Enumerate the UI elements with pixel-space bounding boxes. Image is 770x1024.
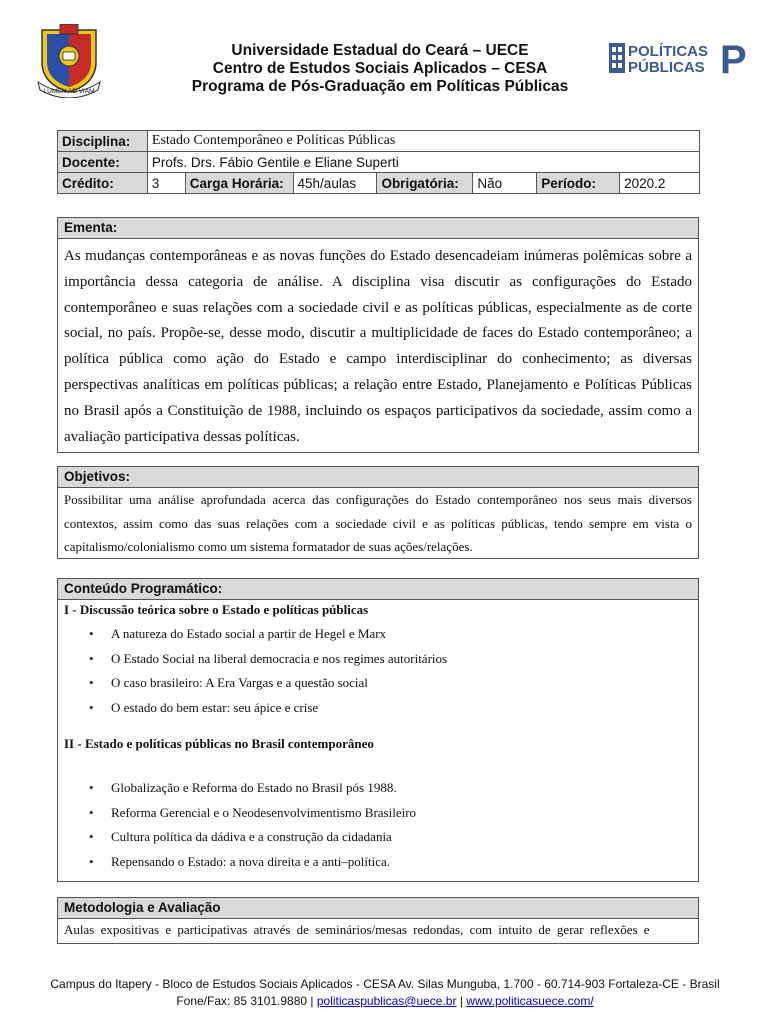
page-header — [150, 42, 610, 96]
section-2-heading: II - Estado e políticas públicas no Brasil contemporâneo — [64, 736, 374, 751]
ementa-box — [57, 217, 699, 453]
carga-horaria-label: Carga Horária: — [185, 173, 293, 194]
ementa-title: Ementa: — [58, 218, 698, 239]
ementa-text: As mudanças contemporâneas e as novas funções do Estado desencadeiam inúmeras polêmicas sobre a importância dessa categoria de análise. A disciplina visa discutir as configurações do Estado contemporâneo e suas relações com a sociedade civil e as políticas públicas, especialmente as de corte social, no país. Propõe-se, desse modo, discutir a multiplicidade de faces do Estado contemporâneo; a política pública como ação do Estado e campo interdisciplinar do conhecimento; as diversas perspectivas analíticas em políticas públicas; a relação entre Estado, Planejamento e Políticas Públicas no Brasil após a Constituição de 1988, incluindo os espaços participativos da sociedade, assim como a avaliação participativa dessas políticas. — [64, 248, 692, 445]
obrigatoria-label: Obrigatória: — [377, 173, 473, 194]
docente-label: Docente: — [58, 152, 148, 173]
footer-address: Campus do Itapery - Bloco de Estudos Sociais Aplicados - CESA Av. Silas Munguba, 1.700 - 60.714-903 Fortaleza-CE - Brasil — [50, 977, 720, 991]
disciplina-label: Disciplina: — [58, 131, 148, 152]
list-item: • O Estado Social na liberal democracia e nos regimes autoritários — [111, 647, 698, 672]
uece-coat-of-arms-icon — [34, 24, 104, 98]
conteudo-title: Conteúdo Programático: — [58, 579, 698, 600]
metodologia-box — [57, 897, 699, 944]
carga-horaria-value: 45h/aulas — [293, 173, 377, 194]
program-name: Programa de Pós-Graduação em Políticas Públicas — [191, 78, 569, 95]
logo-p-mark: P — [720, 40, 747, 76]
footer-separator: | — [459, 994, 463, 1008]
docente-value: Profs. Drs. Fábio Gentile e Eliane Superti — [147, 152, 699, 173]
page-footer — [0, 976, 770, 1010]
metodologia-title: Metodologia e Avaliação — [58, 898, 698, 919]
objetivos-box — [57, 466, 699, 559]
credito-label: Crédito: — [58, 173, 148, 194]
list-item: • Reforma Gerencial e o Neodesenvolvimentismo Brasileiro — [111, 801, 698, 826]
credito-row — [58, 173, 700, 194]
conteudo-box — [57, 578, 699, 882]
obrigatoria-value: Não — [473, 173, 537, 194]
list-item: • O estado do bem estar: seu ápice e crise — [111, 696, 698, 721]
section-2-list — [58, 776, 698, 874]
center-name: Centro de Estudos Sociais Aplicados – CESA — [212, 60, 548, 77]
logo-text-line1: POLÍTICAS — [628, 43, 709, 60]
footer-email-link[interactable]: politicaspublicas@uece.br — [316, 994, 457, 1008]
list-item: • O caso brasileiro: A Era Vargas e a questão social — [111, 671, 698, 696]
objetivos-title: Objetivos: — [58, 467, 698, 488]
disciplina-row — [58, 131, 700, 152]
list-item: • A natureza do Estado social a partir de Hegel e Marx — [111, 622, 698, 647]
periodo-label: Período: — [537, 173, 620, 194]
politicas-publicas-logo-icon — [609, 40, 749, 76]
section-1-list — [58, 622, 698, 720]
credito-value: 3 — [147, 173, 185, 194]
list-item: • Cultura política da dádiva e a construção da cidadania — [111, 825, 698, 850]
logo-motto: LUMEN AD VIAM — [43, 88, 95, 95]
periodo-value: 2020.2 — [620, 173, 700, 194]
list-item: • Globalização e Reforma do Estado no Brasil pós 1988. — [111, 776, 698, 801]
section-1-heading: I - Discussão teórica sobre o Estado e políticas públicas — [64, 602, 369, 617]
footer-contact — [0, 993, 770, 1010]
metodologia-text: Aulas expositivas e participativas através de seminários/mesas redondas, com intuito de gerar reflexões e — [64, 922, 650, 937]
docente-row — [58, 152, 700, 173]
university-name: Universidade Estadual do Ceará – UECE — [231, 42, 529, 59]
course-info-table — [57, 130, 700, 194]
list-item: • Repensando o Estado: a nova direita e a anti–política. — [111, 850, 698, 875]
footer-website-link[interactable]: www.politicasuece.com/ — [466, 994, 594, 1008]
logo-text-line2: PÚBLICAS — [628, 59, 705, 76]
disciplina-value: Estado Contemporâneo e Políticas Públicas — [147, 131, 699, 152]
footer-phone: Fone/Fax: 85 3101.9880 | — [176, 994, 314, 1008]
objetivos-text: Possibilitar uma análise aprofundada acerca das configurações do Estado contemporâneo nos seus mais diversos contextos, assim como das suas relações com a sociedade civil e as políticas públicas, tendo sempre em vista o capitalismo/colonialismo como um sistema formatador de suas ações/relações. — [64, 492, 692, 554]
